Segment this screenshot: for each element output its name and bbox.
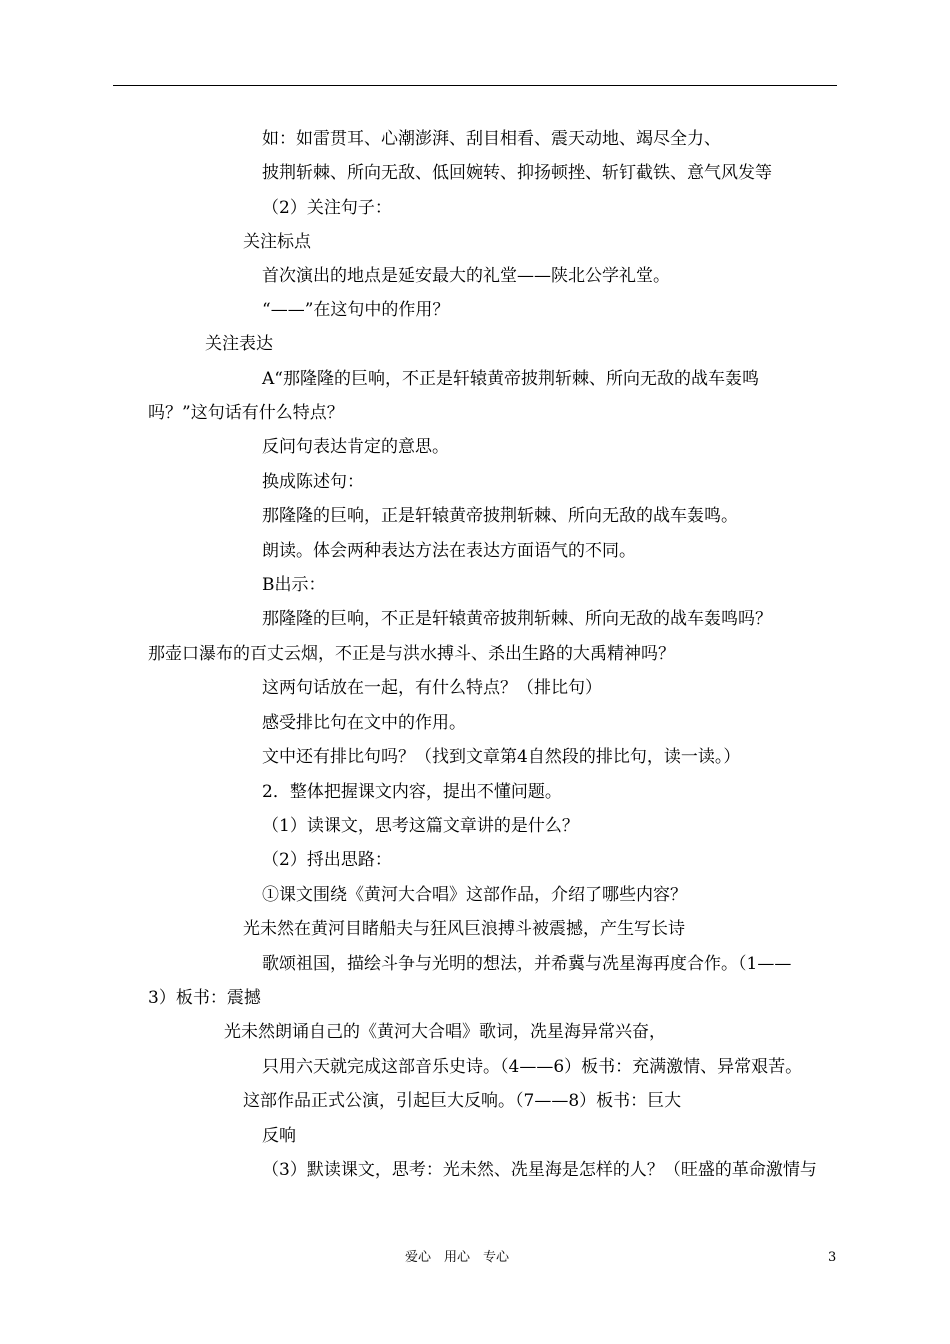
text-line: 感受排比句在文中的作用。 <box>262 713 466 733</box>
text-line: B出示： <box>262 575 326 595</box>
text-line: 光未然在黄河目睹船夫与狂风巨浪搏斗被震撼，产生写长诗 <box>243 919 685 939</box>
text-line: A“那隆隆的巨响，不正是轩辕黄帝披荆斩棘、所向无敌的战车轰鸣 <box>262 369 759 389</box>
text-line: “——”在这句中的作用？ <box>262 300 450 320</box>
header-rule <box>113 85 837 86</box>
text-line: （2）关注句子： <box>262 198 392 218</box>
text-line: 那隆隆的巨响，不正是轩辕黄帝披荆斩棘、所向无敌的战车轰鸣吗？ <box>262 609 772 629</box>
text-line: （3）默读课文，思考：光未然、冼星海是怎样的人？（旺盛的革命激情与 <box>262 1160 817 1180</box>
page-number: 3 <box>828 1250 837 1265</box>
text-line: 反问句表达肯定的意思。 <box>262 437 449 457</box>
text-line: 换成陈述句： <box>262 472 364 492</box>
text-line: （1）读课文，思考这篇文章讲的是什么？ <box>262 816 579 836</box>
text-line: 如：如雷贯耳、心潮澎湃、刮目相看、震天动地、竭尽全力、 <box>262 129 721 149</box>
text-line: 只用六天就完成这部音乐史诗。（4——6）板书：充满激情、异常艰苦。 <box>262 1057 803 1077</box>
text-line: 关注表达 <box>205 334 273 354</box>
footer-motto: 爱心 用心 专心 <box>405 1250 510 1265</box>
text-line: 2．整体把握课文内容，提出不懂问题。 <box>262 782 562 802</box>
text-line: （2）捋出思路： <box>262 850 392 870</box>
text-line: 首次演出的地点是延安最大的礼堂——陕北公学礼堂。 <box>262 266 670 286</box>
text-line: 吗？”这句话有什么特点？ <box>148 403 344 423</box>
text-line: 这两句话放在一起，有什么特点？（排比句） <box>262 678 602 698</box>
text-line: 朗读。体会两种表达方法在表达方面语气的不同。 <box>262 541 636 561</box>
text-line: 披荆斩棘、所向无敌、低回婉转、抑扬顿挫、斩钉截铁、意气风发等 <box>262 163 772 183</box>
text-line: 那隆隆的巨响，正是轩辕黄帝披荆斩棘、所向无敌的战车轰鸣。 <box>262 506 738 526</box>
text-line: 那壶口瀑布的百丈云烟，不正是与洪水搏斗、杀出生路的大禹精神吗？ <box>148 644 675 664</box>
text-line: 文中还有排比句吗？（找到文章第4自然段的排比句，读一读。） <box>262 747 741 767</box>
text-line: 这部作品正式公演，引起巨大反响。（7——8）板书：巨大 <box>243 1091 682 1111</box>
text-line: 光未然朗诵自己的《黄河大合唱》歌词，冼星海异常兴奋， <box>224 1022 666 1042</box>
text-line: 3）板书：震撼 <box>148 988 261 1008</box>
text-line: 关注标点 <box>243 232 311 252</box>
text-line: ①课文围绕《黄河大合唱》这部作品，介绍了哪些内容？ <box>262 885 687 905</box>
text-line: 歌颂祖国，描绘斗争与光明的想法，并希冀与冼星海再度合作。（1—— <box>262 954 792 974</box>
text-line: 反响 <box>262 1126 296 1146</box>
